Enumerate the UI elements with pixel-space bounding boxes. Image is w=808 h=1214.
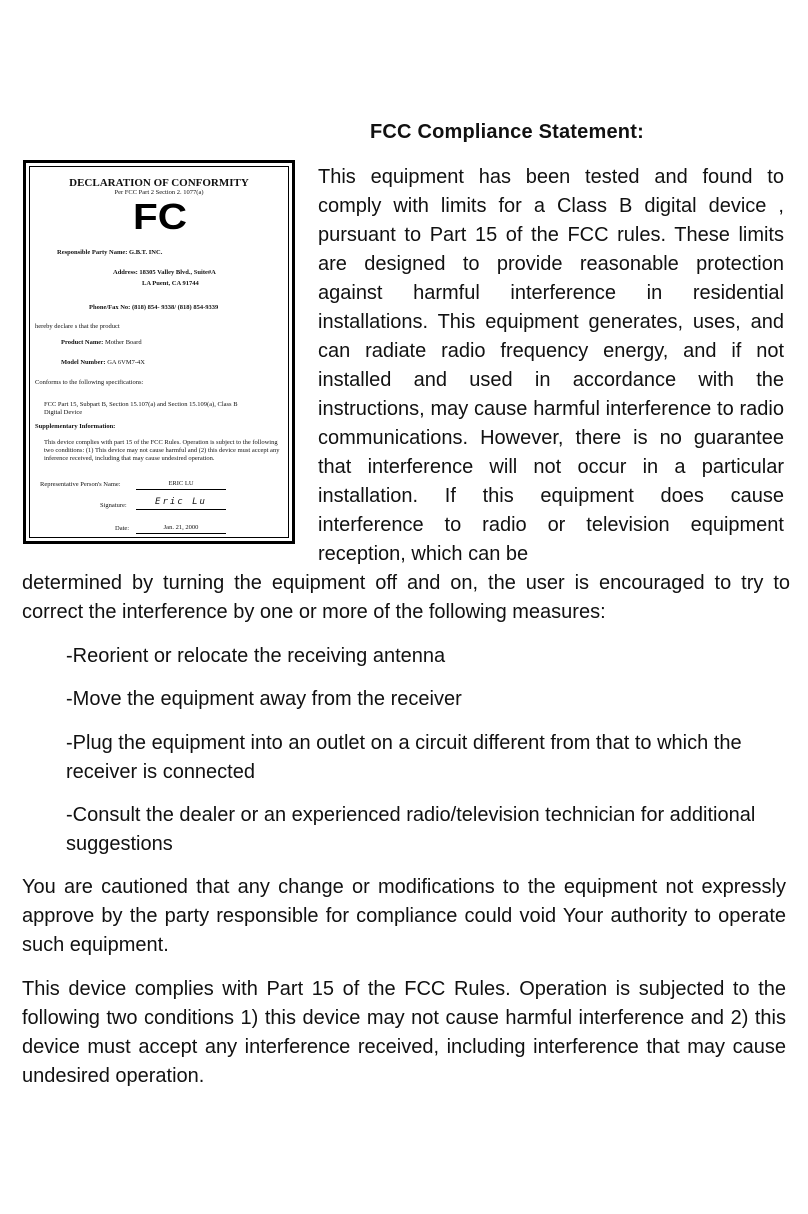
declaration-of-conformity: [23, 160, 295, 544]
measure-item: -Move the equipment away from the receiver: [66, 688, 462, 710]
spec-text: FCC Part 15, Subpart B, Section 15.107(a) and Section 15.109(a), Class B Digital Device: [44, 401, 238, 416]
intro-paragraph-continued: determined by turning the equipment off and on, the user is encouraged to try to correct the interference by one or more of the following measures:: [22, 572, 790, 623]
fcc-logo-text: FC: [133, 199, 187, 233]
product-name: [61, 339, 142, 346]
model-number: [61, 359, 145, 366]
responsible-party: Responsible Party Name: G.B.T. INC.: [57, 249, 163, 256]
address-line-1: Address: 18305 Valley Blvd., Suite#A: [113, 269, 216, 276]
representative-value: ERIC LU: [136, 480, 226, 490]
intro-paragraph: This equipment has been tested and found to comply with limits for a Class B digital device , pursuant to Part 15 of the FCC rules. These limits are designed to provide reasonable protection against harmful interference in residential installations. This equipment generates, uses, and can radiate radio frequency energy, and if not installed and used in accordance with the instructions, may cause harmful interference to radio communications. However, there is no guarantee that interference will not occur in a particular installation. If this equipment does cause interference to radio or television equipment reception, which can be: [318, 166, 784, 565]
conforms-to: Conforms to the following specifications:: [35, 379, 144, 386]
product-name-label: Product Name:: [61, 339, 104, 346]
product-name-value: Mother Board: [104, 339, 142, 346]
date-value: Jan. 21, 2000: [136, 524, 226, 534]
hereby-declares: hereby declare s that the product: [35, 323, 120, 330]
signature-label: Signature:: [100, 502, 127, 509]
declaration-heading: DECLARATION OF CONFORMITY: [69, 177, 249, 189]
supplementary-text: This device complies with part 15 of the FCC Rules. Operation is subject to the following two conditions: (1) This device may not cause harmful and (2) this device must accept any inference received, including that may cause undesired operation.: [44, 439, 280, 462]
measure-item: -Plug the equipment into an outlet on a circuit different from that to which the receiver is connected: [66, 732, 742, 783]
caution-paragraph: You are cautioned that any change or modifications to the equipment not expressly approve by the party responsible for compliance could void Your authority to operate such equipment.: [22, 876, 786, 956]
measure-item: -Consult the dealer or an experienced radio/television technician for additional suggestions: [66, 804, 756, 855]
date-label: Date:: [115, 525, 130, 532]
representative-label: Representative Person's Name:: [40, 481, 121, 488]
measure-item: -Reorient or relocate the receiving antenna: [66, 645, 446, 667]
phone-fax: Phone/Fax No: (818) 854- 9338/ (818) 854-9339: [89, 304, 219, 311]
address-line-2: LA Puent, CA 91744: [142, 280, 199, 287]
supplementary-label: Supplementary Information:: [35, 423, 116, 430]
model-number-label: Model Number:: [61, 359, 106, 366]
fcc-logo: [132, 199, 188, 233]
compliance-paragraph: This device complies with Part 15 of the FCC Rules. Operation is subjected to the following two conditions 1) this device may not cause harmful interference and 2) this device must accept any interference received, including interference that may cause undesired operation.: [22, 978, 786, 1087]
page-title: FCC Compliance Statement:: [370, 121, 644, 143]
signature-value: Eric Lu: [136, 497, 226, 510]
model-number-value: GA 6VM7-4X: [107, 359, 145, 366]
declaration-subheading: Per FCC Part 2 Section 2. 1077(a): [114, 189, 204, 196]
